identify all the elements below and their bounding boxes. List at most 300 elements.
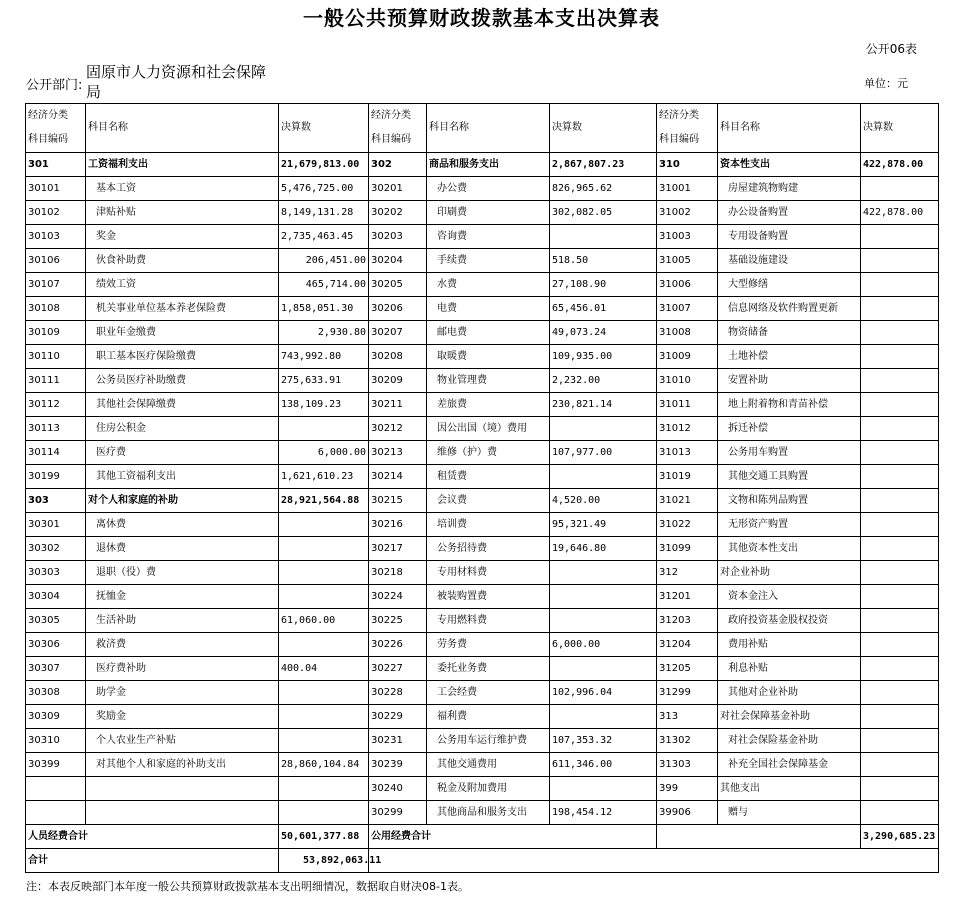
code-cell: 30305	[26, 609, 86, 633]
name-cell: 公务员医疗补助缴费	[86, 369, 279, 393]
amount-cell	[861, 705, 939, 729]
table-row	[26, 777, 939, 801]
table-row	[26, 561, 939, 585]
form-code: 公开06表	[865, 42, 917, 56]
header-code: 经济分类 科目编码	[657, 104, 718, 153]
code-cell: 30201	[369, 177, 427, 201]
name-cell: 津贴补贴	[86, 201, 279, 225]
code-cell: 30202	[369, 201, 427, 225]
name-cell: 印刷费	[427, 201, 550, 225]
code-cell	[26, 801, 86, 825]
name-cell: 文物和陈列品购置	[718, 489, 861, 513]
amount-cell	[550, 465, 657, 489]
code-cell: 30399	[26, 753, 86, 777]
amount-cell	[861, 441, 939, 465]
amount-cell	[861, 393, 939, 417]
code-cell: 30209	[369, 369, 427, 393]
code-cell: 30199	[26, 465, 86, 489]
name-cell: 电费	[427, 297, 550, 321]
code-cell: 30228	[369, 681, 427, 705]
code-cell: 30112	[26, 393, 86, 417]
code-cell: 30239	[369, 753, 427, 777]
code-cell: 30113	[26, 417, 86, 441]
amount-cell: 275,633.91	[279, 369, 369, 393]
code-cell: 31002	[657, 201, 718, 225]
amount-cell: 6,000.00	[550, 633, 657, 657]
code-cell: 31003	[657, 225, 718, 249]
table-row	[26, 201, 939, 225]
amount-cell	[279, 705, 369, 729]
name-cell: 工会经费	[427, 681, 550, 705]
code-cell: 30109	[26, 321, 86, 345]
amount-cell	[279, 777, 369, 801]
unit-label: 单位：元	[864, 77, 908, 90]
table-row	[26, 393, 939, 417]
code-cell: 30213	[369, 441, 427, 465]
personnel-total-label: 人员经费合计	[26, 825, 279, 849]
code-cell: 31302	[657, 729, 718, 753]
amount-cell	[861, 681, 939, 705]
name-cell: 机关事业单位基本养老保险费	[86, 297, 279, 321]
amount-cell	[861, 321, 939, 345]
name-cell: 拆迁补偿	[718, 417, 861, 441]
amount-cell: 65,456.01	[550, 297, 657, 321]
code-cell: 31203	[657, 609, 718, 633]
name-cell: 培训费	[427, 513, 550, 537]
amount-cell	[550, 561, 657, 585]
amount-cell	[550, 777, 657, 801]
name-cell: 因公出国（境）费用	[427, 417, 550, 441]
code-cell: 31099	[657, 537, 718, 561]
code-cell: 30218	[369, 561, 427, 585]
header-amount: 决算数	[550, 104, 657, 153]
name-cell: 退职（役）费	[86, 561, 279, 585]
code-cell: 399	[657, 777, 718, 801]
name-cell: 被装购置费	[427, 585, 550, 609]
table-row	[26, 153, 939, 177]
amount-cell	[550, 609, 657, 633]
amount-cell	[861, 801, 939, 825]
amount-cell: 2,930.80	[279, 321, 369, 345]
amount-cell: 61,060.00	[279, 609, 369, 633]
code-cell: 30229	[369, 705, 427, 729]
amount-cell	[550, 225, 657, 249]
code-cell: 30310	[26, 729, 86, 753]
amount-cell: 2,735,463.45	[279, 225, 369, 249]
table-row	[26, 225, 939, 249]
code-cell: 31005	[657, 249, 718, 273]
name-cell: 其他工资福利支出	[86, 465, 279, 489]
name-cell: 租赁费	[427, 465, 550, 489]
code-cell: 30206	[369, 297, 427, 321]
amount-cell	[861, 657, 939, 681]
name-cell: 救济费	[86, 633, 279, 657]
name-cell: 房屋建筑物购建	[718, 177, 861, 201]
name-cell: 取暖费	[427, 345, 550, 369]
code-cell: 31021	[657, 489, 718, 513]
name-cell: 其他对企业补助	[718, 681, 861, 705]
name-cell: 基础设施建设	[718, 249, 861, 273]
name-cell: 抚恤金	[86, 585, 279, 609]
name-cell: 个人农业生产补贴	[86, 729, 279, 753]
table-row	[26, 585, 939, 609]
code-cell: 31010	[657, 369, 718, 393]
name-cell: 奖金	[86, 225, 279, 249]
amount-cell	[550, 657, 657, 681]
amount-cell	[550, 417, 657, 441]
amount-cell	[861, 489, 939, 513]
name-cell	[86, 777, 279, 801]
name-cell	[86, 801, 279, 825]
name-cell: 维修（护）费	[427, 441, 550, 465]
name-cell: 职业年金缴费	[86, 321, 279, 345]
code-cell: 31299	[657, 681, 718, 705]
grand-total-label: 合计	[26, 849, 279, 873]
amount-cell	[861, 513, 939, 537]
code-cell: 31007	[657, 297, 718, 321]
code-cell: 31303	[657, 753, 718, 777]
amount-cell: 109,935.00	[550, 345, 657, 369]
code-cell: 30306	[26, 633, 86, 657]
code-cell: 31013	[657, 441, 718, 465]
code-cell: 31011	[657, 393, 718, 417]
table-row	[26, 609, 939, 633]
header-amount: 决算数	[861, 104, 939, 153]
amount-cell	[861, 177, 939, 201]
code-cell: 30231	[369, 729, 427, 753]
amount-cell	[861, 561, 939, 585]
name-cell: 基本工资	[86, 177, 279, 201]
amount-cell	[279, 561, 369, 585]
code-cell: 30240	[369, 777, 427, 801]
amount-cell	[861, 537, 939, 561]
table-row	[26, 273, 939, 297]
amount-cell: 422,878.00	[861, 201, 939, 225]
amount-cell	[279, 417, 369, 441]
table-row	[26, 441, 939, 465]
name-cell: 专用材料费	[427, 561, 550, 585]
name-cell: 会议费	[427, 489, 550, 513]
name-cell: 邮电费	[427, 321, 550, 345]
amount-cell: 400.04	[279, 657, 369, 681]
amount-cell: 611,346.00	[550, 753, 657, 777]
amount-cell: 107,977.00	[550, 441, 657, 465]
amount-cell: 28,921,564.88	[279, 489, 369, 513]
amount-cell	[861, 225, 939, 249]
name-cell: 福利费	[427, 705, 550, 729]
name-cell: 奖励金	[86, 705, 279, 729]
code-cell: 30212	[369, 417, 427, 441]
name-cell: 其他交通费用	[427, 753, 550, 777]
code-cell: 30303	[26, 561, 86, 585]
amount-cell: 206,451.00	[279, 249, 369, 273]
code-cell: 30304	[26, 585, 86, 609]
name-cell: 对社会保险基金补助	[718, 729, 861, 753]
code-cell: 30216	[369, 513, 427, 537]
amount-cell: 138,109.23	[279, 393, 369, 417]
amount-cell	[861, 777, 939, 801]
code-cell: 30114	[26, 441, 86, 465]
amount-cell: 4,520.00	[550, 489, 657, 513]
name-cell: 咨询费	[427, 225, 550, 249]
table-row	[26, 801, 939, 825]
table-row	[26, 345, 939, 369]
name-cell: 其他资本性支出	[718, 537, 861, 561]
amount-cell: 27,108.90	[550, 273, 657, 297]
amount-cell	[279, 633, 369, 657]
name-cell: 劳务费	[427, 633, 550, 657]
amount-cell	[861, 465, 939, 489]
table-row	[26, 321, 939, 345]
code-cell: 30204	[369, 249, 427, 273]
page-title: 一般公共预算财政拨款基本支出决算表	[303, 6, 660, 30]
amount-cell: 28,860,104.84	[279, 753, 369, 777]
name-cell: 其他商品和服务支出	[427, 801, 550, 825]
code-cell: 30224	[369, 585, 427, 609]
table-row	[26, 417, 939, 441]
grand-total-value: 53,892,063.11	[279, 849, 369, 873]
code-cell: 313	[657, 705, 718, 729]
code-cell: 30227	[369, 657, 427, 681]
amount-cell: 230,821.14	[550, 393, 657, 417]
code-cell: 31006	[657, 273, 718, 297]
code-cell: 30211	[369, 393, 427, 417]
amount-cell: 826,965.62	[550, 177, 657, 201]
table-row	[26, 753, 939, 777]
code-cell: 30106	[26, 249, 86, 273]
header-code: 经济分类 科目编码	[369, 104, 427, 153]
name-cell: 助学金	[86, 681, 279, 705]
table-row	[26, 177, 939, 201]
amount-cell: 107,353.32	[550, 729, 657, 753]
code-cell: 30101	[26, 177, 86, 201]
name-cell: 医疗费补助	[86, 657, 279, 681]
amount-cell	[861, 633, 939, 657]
name-cell: 工资福利支出	[86, 153, 279, 177]
name-cell: 专用设备购置	[718, 225, 861, 249]
amount-cell	[861, 345, 939, 369]
name-cell: 对其他个人和家庭的补助支出	[86, 753, 279, 777]
name-cell: 专用燃料费	[427, 609, 550, 633]
name-cell: 公务用车运行维护费	[427, 729, 550, 753]
name-cell: 其他社会保障缴费	[86, 393, 279, 417]
name-cell: 税金及附加费用	[427, 777, 550, 801]
public-total-label: 公用经费合计	[369, 825, 657, 849]
name-cell: 土地补偿	[718, 345, 861, 369]
amount-cell	[550, 585, 657, 609]
amount-cell: 2,232.00	[550, 369, 657, 393]
code-cell: 302	[369, 153, 427, 177]
name-cell: 水费	[427, 273, 550, 297]
dept-name: 固原市人力资源和社会保障局	[86, 63, 267, 101]
table-row	[26, 369, 939, 393]
amount-cell: 422,878.00	[861, 153, 939, 177]
header-name: 科目名称	[86, 104, 279, 153]
code-cell: 30301	[26, 513, 86, 537]
code-cell: 30226	[369, 633, 427, 657]
amount-cell: 5,476,725.00	[279, 177, 369, 201]
code-cell: 30103	[26, 225, 86, 249]
name-cell: 对企业补助	[718, 561, 861, 585]
code-cell: 31012	[657, 417, 718, 441]
table-row	[26, 465, 939, 489]
code-cell: 30108	[26, 297, 86, 321]
amount-cell	[279, 729, 369, 753]
amount-cell	[279, 585, 369, 609]
table-row	[26, 633, 939, 657]
name-cell: 办公费	[427, 177, 550, 201]
name-cell: 资本金注入	[718, 585, 861, 609]
name-cell: 伙食补助费	[86, 249, 279, 273]
table-row	[26, 537, 939, 561]
amount-cell: 21,679,813.00	[279, 153, 369, 177]
amount-cell: 8,149,131.28	[279, 201, 369, 225]
code-cell: 30205	[369, 273, 427, 297]
table-row	[26, 297, 939, 321]
amount-cell	[279, 681, 369, 705]
code-cell: 30214	[369, 465, 427, 489]
name-cell: 公务用车购置	[718, 441, 861, 465]
code-cell: 30309	[26, 705, 86, 729]
table-row	[26, 249, 939, 273]
grand-total-row	[26, 849, 939, 873]
code-cell: 30215	[369, 489, 427, 513]
name-cell: 绩效工资	[86, 273, 279, 297]
grand-total-spacer	[369, 849, 939, 873]
expenditure-table	[25, 103, 939, 873]
header-amount: 决算数	[279, 104, 369, 153]
name-cell: 差旅费	[427, 393, 550, 417]
amount-cell: 102,996.04	[550, 681, 657, 705]
amount-cell	[279, 801, 369, 825]
amount-cell: 518.50	[550, 249, 657, 273]
amount-cell	[279, 537, 369, 561]
name-cell: 大型修缮	[718, 273, 861, 297]
amount-cell	[861, 249, 939, 273]
public-total-value: 3,290,685.23	[861, 825, 939, 849]
name-cell: 医疗费	[86, 441, 279, 465]
name-cell: 商品和服务支出	[427, 153, 550, 177]
name-cell: 费用补贴	[718, 633, 861, 657]
table-header-row	[26, 104, 939, 153]
name-cell: 对社会保障基金补助	[718, 705, 861, 729]
table-row	[26, 513, 939, 537]
name-cell: 物资储备	[718, 321, 861, 345]
code-cell: 30111	[26, 369, 86, 393]
personnel-total-value: 50,601,377.88	[279, 825, 369, 849]
name-cell: 其他交通工具购置	[718, 465, 861, 489]
header-name: 科目名称	[718, 104, 861, 153]
amount-cell: 1,858,051.30	[279, 297, 369, 321]
amount-cell: 198,454.12	[550, 801, 657, 825]
name-cell: 委托业务费	[427, 657, 550, 681]
name-cell: 离休费	[86, 513, 279, 537]
name-cell: 无形资产购置	[718, 513, 861, 537]
table-row	[26, 705, 939, 729]
name-cell: 退休费	[86, 537, 279, 561]
amount-cell	[861, 753, 939, 777]
amount-cell: 95,321.49	[550, 513, 657, 537]
code-cell: 30107	[26, 273, 86, 297]
code-cell: 30203	[369, 225, 427, 249]
amount-cell	[861, 297, 939, 321]
name-cell: 职工基本医疗保险缴费	[86, 345, 279, 369]
name-cell: 住房公积金	[86, 417, 279, 441]
code-cell: 30299	[369, 801, 427, 825]
code-cell: 312	[657, 561, 718, 585]
name-cell: 地上附着物和青苗补偿	[718, 393, 861, 417]
code-cell: 30208	[369, 345, 427, 369]
header-name: 科目名称	[427, 104, 550, 153]
code-cell: 310	[657, 153, 718, 177]
name-cell: 手续费	[427, 249, 550, 273]
header-code: 经济分类 科目编码	[26, 104, 86, 153]
table-row	[26, 729, 939, 753]
name-cell: 资本性支出	[718, 153, 861, 177]
amount-cell: 302,082.05	[550, 201, 657, 225]
code-cell: 31019	[657, 465, 718, 489]
amount-cell: 19,646.80	[550, 537, 657, 561]
name-cell: 办公设备购置	[718, 201, 861, 225]
code-cell: 31009	[657, 345, 718, 369]
code-cell	[26, 777, 86, 801]
amount-cell: 6,000.00	[279, 441, 369, 465]
amount-cell: 49,073.24	[550, 321, 657, 345]
amount-cell	[861, 609, 939, 633]
name-cell: 对个人和家庭的补助	[86, 489, 279, 513]
code-cell: 31008	[657, 321, 718, 345]
table-row	[26, 657, 939, 681]
name-cell: 政府投资基金股权投资	[718, 609, 861, 633]
amount-cell: 743,992.80	[279, 345, 369, 369]
name-cell: 安置补助	[718, 369, 861, 393]
code-cell: 30207	[369, 321, 427, 345]
code-cell: 39906	[657, 801, 718, 825]
code-cell: 31201	[657, 585, 718, 609]
table-row	[26, 681, 939, 705]
amount-cell	[861, 273, 939, 297]
code-cell: 31022	[657, 513, 718, 537]
amount-cell	[861, 729, 939, 753]
name-cell: 信息网络及软件购置更新	[718, 297, 861, 321]
code-cell: 31205	[657, 657, 718, 681]
name-cell: 公务招待费	[427, 537, 550, 561]
code-cell: 303	[26, 489, 86, 513]
name-cell: 其他支出	[718, 777, 861, 801]
dept-label: 公开部门:	[26, 78, 83, 93]
code-cell: 31001	[657, 177, 718, 201]
amount-cell	[861, 369, 939, 393]
amount-cell	[861, 585, 939, 609]
name-cell: 物业管理费	[427, 369, 550, 393]
code-cell: 30110	[26, 345, 86, 369]
amount-cell: 1,621,610.23	[279, 465, 369, 489]
code-cell: 30102	[26, 201, 86, 225]
table-row	[26, 489, 939, 513]
code-cell: 301	[26, 153, 86, 177]
code-cell: 30302	[26, 537, 86, 561]
code-cell: 30217	[369, 537, 427, 561]
code-cell: 30308	[26, 681, 86, 705]
footnote: 注：本表反映部门本年度一般公共预算财政拨款基本支出明细情况，数据取自财决08-1表。	[26, 880, 469, 893]
subtotal-spacer	[657, 825, 861, 849]
amount-cell: 465,714.00	[279, 273, 369, 297]
name-cell: 生活补助	[86, 609, 279, 633]
amount-cell	[550, 705, 657, 729]
subtotal-row	[26, 825, 939, 849]
amount-cell: 2,867,807.23	[550, 153, 657, 177]
amount-cell	[279, 513, 369, 537]
